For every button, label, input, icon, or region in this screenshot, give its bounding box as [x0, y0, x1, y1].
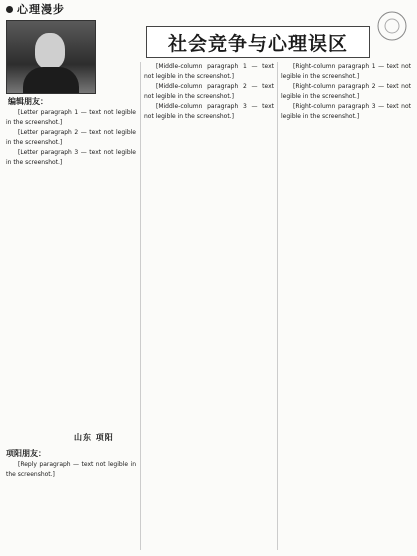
salutation: 编辑朋友： — [8, 97, 48, 106]
letter-column — [6, 108, 136, 428]
column-divider — [140, 62, 141, 550]
letter-paragraph: [Letter paragraph 1 — text not legible in the screenshot.] — [6, 109, 136, 126]
photo-face — [35, 33, 65, 69]
article-title-box — [146, 26, 370, 58]
bullet-icon — [6, 6, 13, 13]
middle-column — [144, 62, 274, 550]
letter-author: 山东 项阳 — [74, 433, 114, 442]
reply-intro-column — [6, 460, 136, 552]
author-photo — [6, 20, 96, 94]
body-paragraph: [Right-column paragraph 2 — text not legible in the screenshot.] — [281, 83, 411, 100]
letter-paragraph: [Letter paragraph 2 — text not legible in the screenshot.] — [6, 129, 136, 146]
body-paragraph: [Middle-column paragraph 2 — text not legible in the screenshot.] — [144, 83, 274, 100]
column-name: 心理漫步 — [17, 3, 65, 16]
body-paragraph: [Right-column paragraph 1 — text not legible in the screenshot.] — [281, 63, 411, 80]
column-header — [0, 0, 417, 18]
reply-paragraph: [Reply paragraph — text not legible in the screenshot.] — [6, 461, 136, 478]
article-title: 社会竞争与心理误区 — [167, 32, 348, 55]
body-paragraph: [Right-column paragraph 3 — text not legible in the screenshot.] — [281, 103, 411, 120]
column-divider — [277, 62, 278, 550]
letter-paragraph: [Letter paragraph 3 — text not legible in the screenshot.] — [6, 149, 136, 166]
body-paragraph: [Middle-column paragraph 1 — text not legible in the screenshot.] — [144, 63, 274, 80]
body-paragraph: [Middle-column paragraph 3 — text not legible in the screenshot.] — [144, 103, 274, 120]
decorative-corner-icon — [372, 6, 412, 46]
right-column — [281, 62, 411, 550]
reply-salutation: 项阳朋友： — [6, 449, 46, 458]
photo-body — [23, 67, 79, 93]
